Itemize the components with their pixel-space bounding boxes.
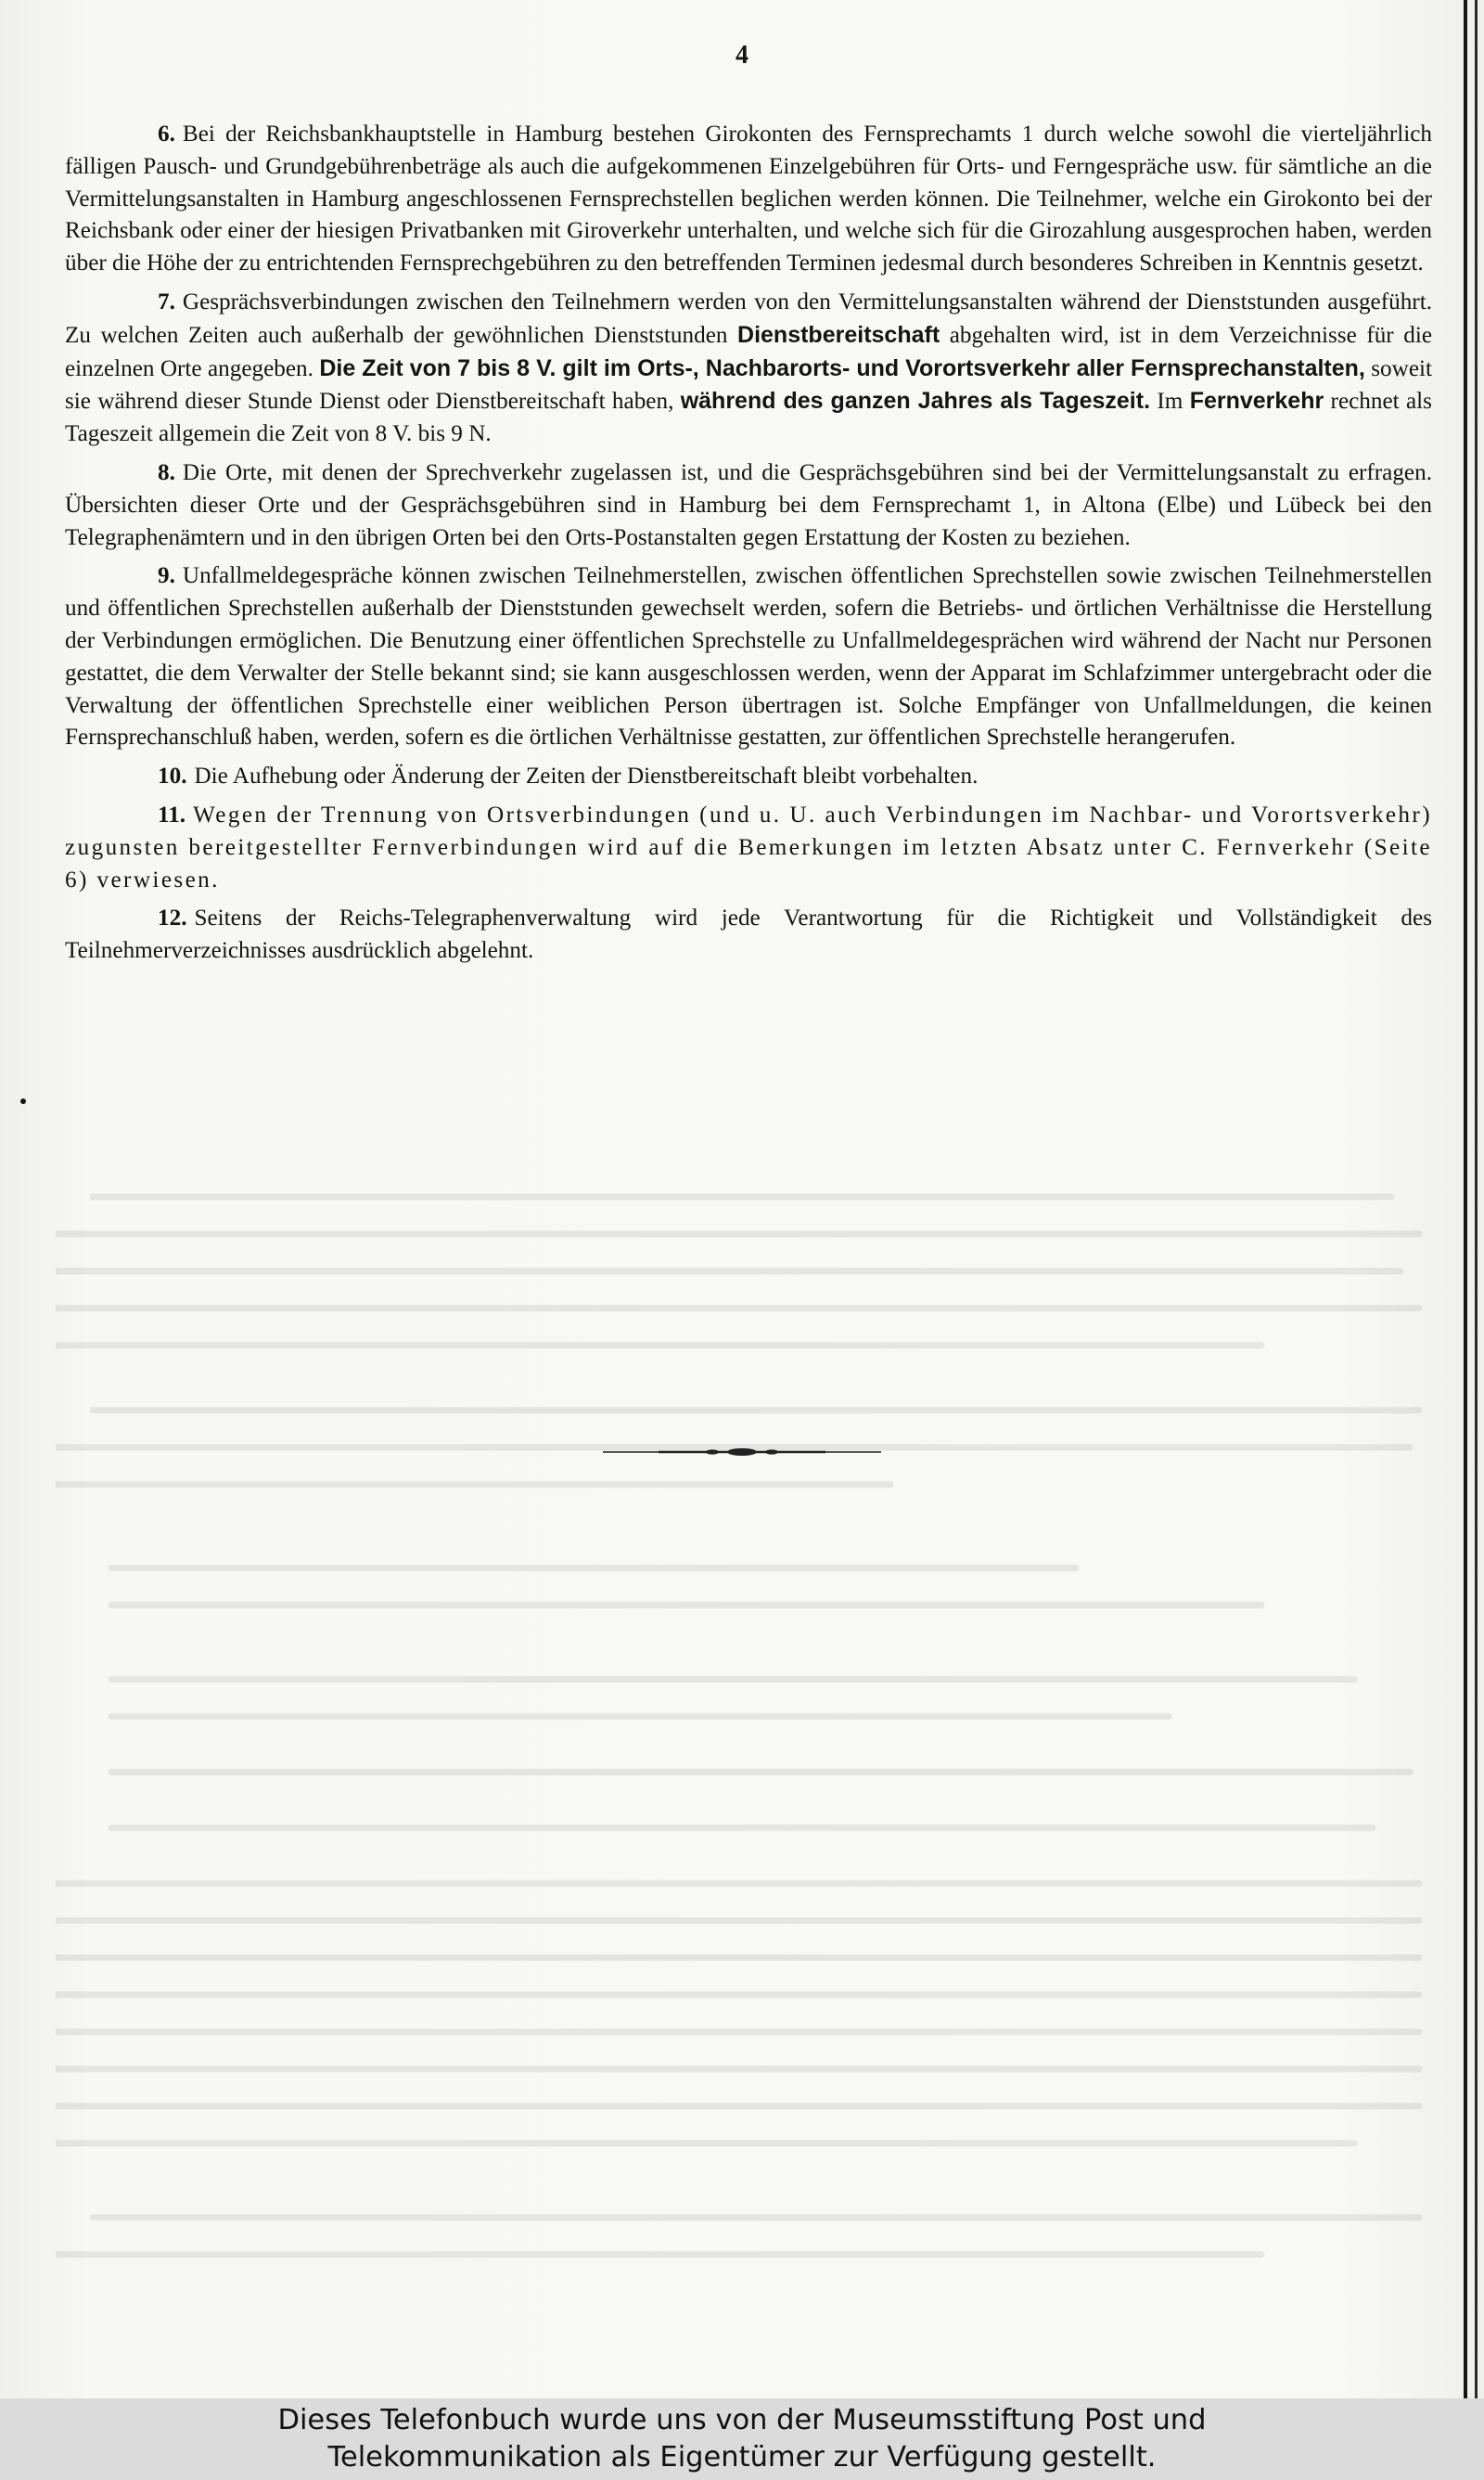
paragraph-text: Bei der Reichsbankhauptstelle in Hamburg bestehen Girokonten des Fernsprechamts 1 durch welche sowohl die vierteljährlich fälligen Pausch- und Grundgebührenbeträge als auch die aufgekommenen Einzelgebühren für Orts- und Ferngespräche usw. für sämtliche an die Vermittelungsanstalten in Hamburg angeschlossenen Fernsprechstellen beglichen werden können. Die Teilnehmer, welche ein Girokonto bei der Reichsbank oder einer der hiesigen Privatbanken mit Giroverkehr unterhalten, und welche sich für die Girozahlung ausgesprochen haben, werden über die Höhe der zu entrichtenden Fernsprechgebühren zu den betreffenden Terminen jedesmal durch besonderes Schreiben in Kenntnis gesetzt. <box>65 122 1432 276</box>
emphasized-text: Dienstbereitschaft <box>737 321 940 348</box>
paragraph-number: 9. <box>158 563 175 589</box>
page-edge-shadow <box>1464 0 1467 2398</box>
footer-line-1: Dieses Telefonbuch wurde uns von der Museumsstiftung Post und <box>277 2404 1207 2436</box>
paragraph-12 <box>65 903 1432 968</box>
emphasized-text: während des ganzen Jahres als Tageszeit. <box>680 388 1151 415</box>
emphasized-text: Die Zeit von 7 bis 8 V. gilt im Orts-, Nachbarorts- und Vorortsverkehr aller Fernsprechanstalten, <box>319 354 1365 381</box>
paragraph-text: Im <box>1150 389 1190 415</box>
paragraph-6 <box>65 119 1432 280</box>
footer-line-2: Telekommunikation als Eigentümer zur Verfügung gestellt. <box>327 2441 1157 2474</box>
paragraph-text: Die Aufhebung oder Änderung der Zeiten der Dienstbereitschaft bleibt vorbehalten. <box>194 764 979 790</box>
paragraph-number: 11. <box>158 802 186 828</box>
paragraph-text: abgehalten wird, ist in dem Verzeichnisse für die einzelnen Orte angegeben. <box>65 322 1433 381</box>
paragraph-text: rechnet als Tageszeit allgemein die Zeit von 8 V. bis 9 N. <box>65 389 1432 447</box>
paragraph-9 <box>65 560 1432 754</box>
paragraph-11 <box>65 800 1432 896</box>
bleed-through-texture <box>56 1178 1438 2329</box>
paragraph-text: Seitens der Reichs-Telegraphenverwaltung wird jede Verantwortung für die Richtigkeit und Vollständigkeit des Teilnehmerverzeichnisses ausdrücklich abgelehnt. <box>65 906 1432 964</box>
footer-notice <box>0 2398 1484 2480</box>
page-number: 4 <box>736 41 748 70</box>
paragraph-number: 12. <box>158 906 187 932</box>
paragraph-number: 10. <box>158 764 187 790</box>
margin-dot <box>20 1099 26 1104</box>
main-text <box>65 119 1432 974</box>
paragraph-text: Wegen der Trennung von Ortsverbindungen (und u. U. auch Verbindungen im Nachbar- und Vorortsverkehr) zugunsten bereitgestellter Fernverbindungen wird auf die Bemerkungen im letzten Absatz unter C. Fernverkehr (Seite 6) verwiesen. <box>65 802 1432 893</box>
paragraph-text: Unfallmeldegespräche können zwischen Teilnehmerstellen, zwischen öffentlichen Sprechstellen sowie zwischen Teilnehmerstellen und öffentlichen Sprechstellen außerhalb der Dienststunden gewechselt werden, sofern die Betriebs- und örtlichen Verhältnisse die Herstellung der Verbindungen ermöglichen. Die Benutzung einer öffentlichen Sprechstelle zu Unfallmeldegesprächen wird während der Nacht nur Personen gestattet, die dem Verwalter der Stelle bekannt sind; sie kann ausgeschlossen werden, wenn der Apparat im Schlafzimmer untergebracht oder die Verwaltung der öffentlichen Sprechstelle einer weiblichen Person übertragen ist. Solche Empfänger von Unfallmeldungen, die keinen Fernsprechanschluß haben, werden, sofern es die örtlichen Verhältnisse gestatten, zur öffentlichen Sprechstelle herangerufen. <box>65 563 1432 751</box>
paragraph-text: soweit sie während dieser Stunde Dienst oder Dienstbereitschaft haben, <box>65 355 1432 415</box>
paragraph-7 <box>65 287 1432 451</box>
paragraph-number: 7. <box>158 289 175 315</box>
paragraph-number: 8. <box>158 459 175 485</box>
emphasized-text: Fernverkehr <box>1189 388 1324 415</box>
paragraph-text: Die Orte, mit denen der Sprechverkehr zugelassen ist, und die Gesprächsgebühren sind bei der Vermittelungsanstalt zu erfragen. Übersichten dieser Orte und der Gesprächsgebühren sind in Hamburg bei dem Fernsprechamt 1, in Altona (Elbe) und Lübeck bei den Telegraphenämtern und in den übrigen Orten bei den Orts-Postanstalten gegen Erstattung der Kosten zu beziehen. <box>65 459 1432 550</box>
paragraph-10 <box>65 761 1432 793</box>
paragraph-number: 6. <box>158 122 175 147</box>
page-edge-shadow-outer <box>1475 0 1478 2398</box>
paragraph-text: Gesprächsverbindungen zwischen den Teilnehmern werden von den Vermittelungsanstalten während der Dienststunden ausgeführt. Zu welchen Zeiten auch außerhalb der gewöhnlichen Dienststunden <box>65 289 1432 348</box>
paragraph-8 <box>65 457 1432 554</box>
